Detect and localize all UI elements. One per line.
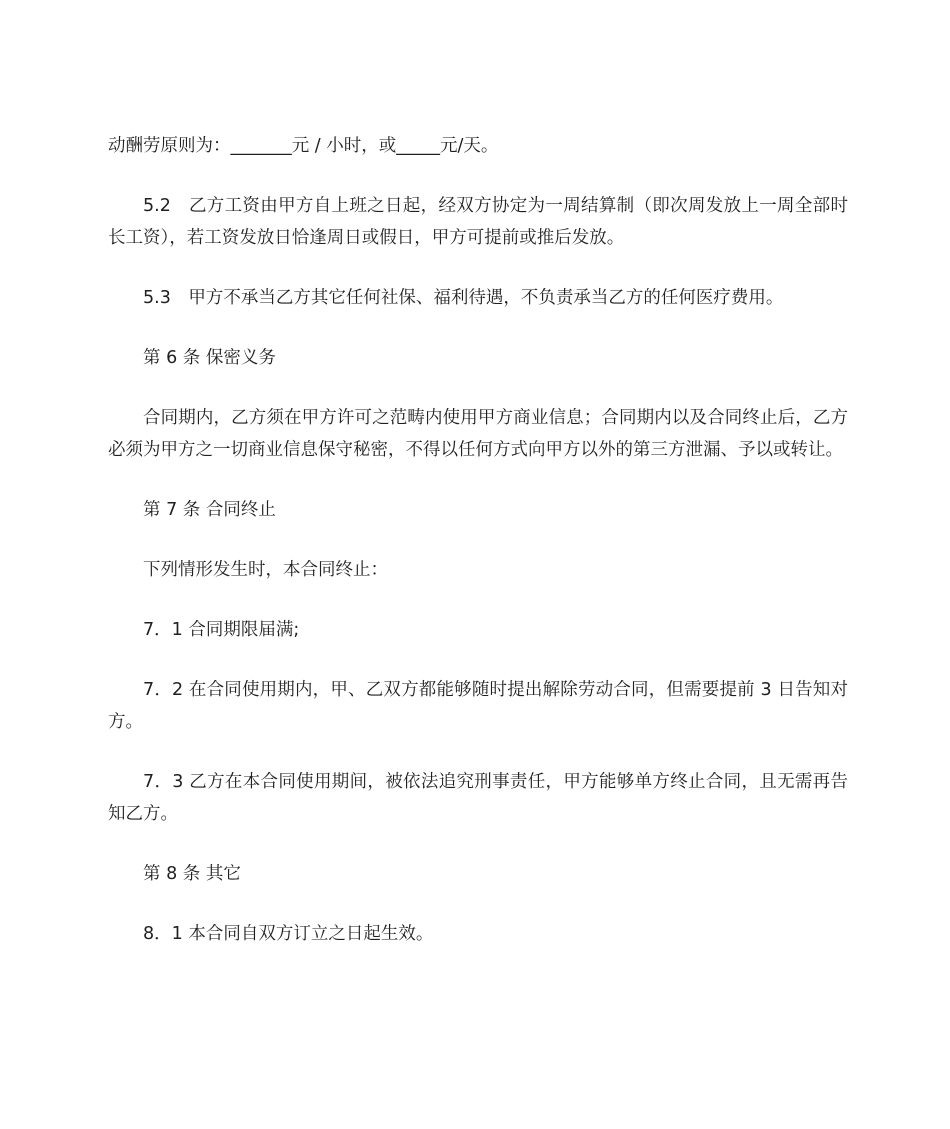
clause-7-1-paragraph: 7．1 合同期限届满;	[143, 620, 300, 640]
clause-7-3-paragraph: 7．3 乙方在本合同使用期间，被依法追究刑事责任，甲方能够单方终止合同，且无需再告知乙方。	[108, 772, 848, 824]
wage-rate-paragraph: 动酬劳原则为：_______元 / 小时，或_____元/天。	[108, 136, 499, 156]
article-6-paragraph: 合同期内，乙方须在甲方许可之范畴内使用甲方商业信息；合同期内以及合同终止后，乙方必须为甲方之一切商业信息保守秘密，不得以任何方式向甲方以外的第三方泄漏、予以或转让。	[108, 408, 848, 460]
clause-5-2-paragraph: 5.2 乙方工资由甲方自上班之日起，经双方协定为一周结算制（即次周发放上一周全部时长工资），若工资发放日恰逢周日或假日，甲方可提前或推后发放。	[108, 196, 848, 248]
article-7-intro-paragraph: 下列情形发生时，本合同终止：	[143, 560, 388, 580]
clause-8-1-paragraph: 8．1 本合同自双方订立之日起生效。	[143, 924, 434, 944]
document-page	[108, 130, 848, 978]
article-7-heading: 第 7 条 合同终止	[143, 500, 276, 520]
article-8-heading: 第 8 条 其它	[143, 864, 241, 884]
clause-5-3-paragraph: 5.3 甲方不承当乙方其它任何社保、福利待遇，不负责承当乙方的任何医疗费用。	[143, 288, 784, 308]
article-6-heading: 第 6 条 保密义务	[143, 348, 276, 368]
clause-7-2-paragraph: 7．2 在合同使用期内，甲、乙双方都能够随时提出解除劳动合同，但需要提前 3 日告知对方。	[108, 680, 848, 732]
